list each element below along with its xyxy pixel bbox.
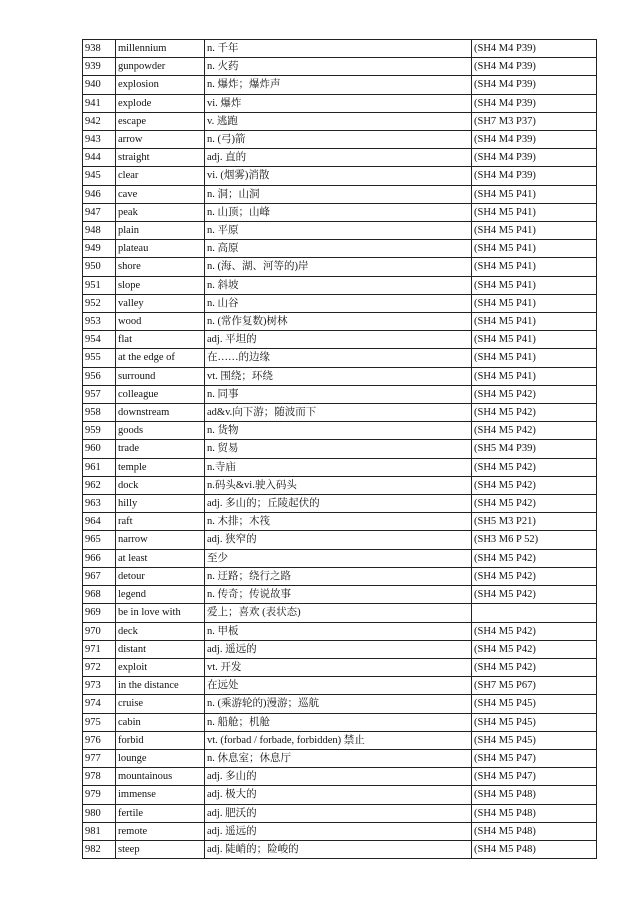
textbook-source: (SH4 M4 P39) xyxy=(472,167,597,185)
chinese-meaning: adj. 狭窄的 xyxy=(205,531,472,549)
entry-number: 961 xyxy=(83,458,116,476)
textbook-source: (SH4 M5 P42) xyxy=(472,549,597,567)
entry-number: 940 xyxy=(83,76,116,94)
chinese-meaning: adj. 极大的 xyxy=(205,786,472,804)
english-word: deck xyxy=(116,622,205,640)
table-row xyxy=(83,549,597,567)
textbook-source: (SH4 M4 P39) xyxy=(472,40,597,58)
textbook-source: (SH3 M6 P 52) xyxy=(472,531,597,549)
textbook-source: (SH4 M5 P41) xyxy=(472,367,597,385)
english-word: be in love with xyxy=(116,604,205,622)
chinese-meaning: n.码头&vi.驶入码头 xyxy=(205,476,472,494)
chinese-meaning: n. 船舱；机舱 xyxy=(205,713,472,731)
english-word: slope xyxy=(116,276,205,294)
english-word: surround xyxy=(116,367,205,385)
english-word: trade xyxy=(116,440,205,458)
english-word: cave xyxy=(116,185,205,203)
english-word: steep xyxy=(116,840,205,858)
chinese-meaning: n. 休息室；休息厅 xyxy=(205,749,472,767)
textbook-source: (SH4 M5 P42) xyxy=(472,476,597,494)
english-word: remote xyxy=(116,822,205,840)
textbook-source: (SH4 M5 P48) xyxy=(472,840,597,858)
table-row xyxy=(83,476,597,494)
english-word: millennium xyxy=(116,40,205,58)
table-row xyxy=(83,713,597,731)
textbook-source: (SH4 M5 P41) xyxy=(472,240,597,258)
chinese-meaning: adj. 多山的 xyxy=(205,768,472,786)
textbook-source: (SH4 M4 P39) xyxy=(472,149,597,167)
chinese-meaning: n. 迂路；绕行之路 xyxy=(205,567,472,585)
table-row xyxy=(83,440,597,458)
entry-number: 972 xyxy=(83,658,116,676)
table-row xyxy=(83,331,597,349)
chinese-meaning: vi. 爆炸 xyxy=(205,94,472,112)
chinese-meaning: n.寺庙 xyxy=(205,458,472,476)
vocabulary-table-body xyxy=(83,40,597,859)
textbook-source: (SH4 M4 P39) xyxy=(472,94,597,112)
table-row xyxy=(83,258,597,276)
chinese-meaning: n. 木排；木筏 xyxy=(205,513,472,531)
chinese-meaning: n. 贸易 xyxy=(205,440,472,458)
textbook-source: (SH4 M5 P41) xyxy=(472,313,597,331)
english-word: exploit xyxy=(116,658,205,676)
table-row xyxy=(83,422,597,440)
textbook-source: (SH4 M4 P39) xyxy=(472,131,597,149)
chinese-meaning: n. 山顶；山峰 xyxy=(205,203,472,221)
entry-number: 966 xyxy=(83,549,116,567)
entry-number: 963 xyxy=(83,495,116,513)
textbook-source: (SH4 M5 P42) xyxy=(472,586,597,604)
chinese-meaning: n. 山谷 xyxy=(205,294,472,312)
english-word: plateau xyxy=(116,240,205,258)
textbook-source: (SH4 M5 P41) xyxy=(472,294,597,312)
english-word: raft xyxy=(116,513,205,531)
chinese-meaning: n. 平原 xyxy=(205,222,472,240)
textbook-source: (SH5 M3 P21) xyxy=(472,513,597,531)
textbook-source: (SH4 M5 P42) xyxy=(472,422,597,440)
textbook-source: (SH4 M5 P47) xyxy=(472,768,597,786)
table-row xyxy=(83,749,597,767)
table-row xyxy=(83,677,597,695)
chinese-meaning: adj. 遥远的 xyxy=(205,640,472,658)
english-word: temple xyxy=(116,458,205,476)
table-row xyxy=(83,840,597,858)
table-row xyxy=(83,94,597,112)
entry-number: 968 xyxy=(83,586,116,604)
entry-number: 979 xyxy=(83,786,116,804)
english-word: mountainous xyxy=(116,768,205,786)
chinese-meaning: vt. 开发 xyxy=(205,658,472,676)
entry-number: 962 xyxy=(83,476,116,494)
entry-number: 958 xyxy=(83,404,116,422)
chinese-meaning: n. (常作复数)树林 xyxy=(205,313,472,331)
table-row xyxy=(83,222,597,240)
table-row xyxy=(83,695,597,713)
english-word: wood xyxy=(116,313,205,331)
chinese-meaning: vt. (forbad / forbade, forbidden) 禁止 xyxy=(205,731,472,749)
english-word: narrow xyxy=(116,531,205,549)
entry-number: 971 xyxy=(83,640,116,658)
table-row xyxy=(83,586,597,604)
table-row xyxy=(83,567,597,585)
entry-number: 949 xyxy=(83,240,116,258)
textbook-source: (SH4 M5 P41) xyxy=(472,185,597,203)
table-row xyxy=(83,167,597,185)
english-word: fertile xyxy=(116,804,205,822)
chinese-meaning: n. (弓)箭 xyxy=(205,131,472,149)
chinese-meaning: adj. 肥沃的 xyxy=(205,804,472,822)
textbook-source: (SH4 M5 P42) xyxy=(472,658,597,676)
chinese-meaning: adj. 陡峭的；险峻的 xyxy=(205,840,472,858)
textbook-source: (SH4 M5 P42) xyxy=(472,385,597,403)
entry-number: 948 xyxy=(83,222,116,240)
chinese-meaning: n. 洞；山洞 xyxy=(205,185,472,203)
table-row xyxy=(83,768,597,786)
table-row xyxy=(83,203,597,221)
english-word: plain xyxy=(116,222,205,240)
textbook-source xyxy=(472,604,597,622)
english-word: explode xyxy=(116,94,205,112)
table-row xyxy=(83,385,597,403)
table-row xyxy=(83,731,597,749)
textbook-source: (SH4 M4 P39) xyxy=(472,58,597,76)
entry-number: 946 xyxy=(83,185,116,203)
table-row xyxy=(83,822,597,840)
entry-number: 975 xyxy=(83,713,116,731)
entry-number: 960 xyxy=(83,440,116,458)
chinese-meaning: n. 甲板 xyxy=(205,622,472,640)
textbook-source: (SH4 M5 P48) xyxy=(472,822,597,840)
entry-number: 980 xyxy=(83,804,116,822)
entry-number: 981 xyxy=(83,822,116,840)
textbook-source: (SH4 M5 P45) xyxy=(472,731,597,749)
chinese-meaning: adj. 遥远的 xyxy=(205,822,472,840)
chinese-meaning: n. 货物 xyxy=(205,422,472,440)
chinese-meaning: n. 斜坡 xyxy=(205,276,472,294)
table-row xyxy=(83,240,597,258)
chinese-meaning: n. 高原 xyxy=(205,240,472,258)
english-word: in the distance xyxy=(116,677,205,695)
english-word: shore xyxy=(116,258,205,276)
chinese-meaning: v. 逃跑 xyxy=(205,112,472,130)
textbook-source: (SH4 M5 P41) xyxy=(472,276,597,294)
english-word: arrow xyxy=(116,131,205,149)
english-word: forbid xyxy=(116,731,205,749)
table-row xyxy=(83,640,597,658)
textbook-source: (SH4 M5 P41) xyxy=(472,203,597,221)
english-word: valley xyxy=(116,294,205,312)
entry-number: 965 xyxy=(83,531,116,549)
table-row xyxy=(83,112,597,130)
table-row xyxy=(83,131,597,149)
english-word: detour xyxy=(116,567,205,585)
table-row xyxy=(83,367,597,385)
english-word: peak xyxy=(116,203,205,221)
table-row xyxy=(83,513,597,531)
entry-number: 944 xyxy=(83,149,116,167)
table-row xyxy=(83,495,597,513)
entry-number: 953 xyxy=(83,313,116,331)
chinese-meaning: n. 千年 xyxy=(205,40,472,58)
table-row xyxy=(83,404,597,422)
table-row xyxy=(83,313,597,331)
entry-number: 955 xyxy=(83,349,116,367)
chinese-meaning: n. 同事 xyxy=(205,385,472,403)
textbook-source: (SH4 M5 P41) xyxy=(472,222,597,240)
textbook-source: (SH4 M4 P39) xyxy=(472,76,597,94)
english-word: downstream xyxy=(116,404,205,422)
table-row xyxy=(83,185,597,203)
table-row xyxy=(83,604,597,622)
textbook-source: (SH4 M5 P47) xyxy=(472,749,597,767)
table-row xyxy=(83,58,597,76)
table-row xyxy=(83,786,597,804)
chinese-meaning: n. 爆炸；爆炸声 xyxy=(205,76,472,94)
textbook-source: (SH4 M5 P45) xyxy=(472,713,597,731)
english-word: dock xyxy=(116,476,205,494)
entry-number: 969 xyxy=(83,604,116,622)
chinese-meaning: adj. 多山的；丘陵起伏的 xyxy=(205,495,472,513)
table-row xyxy=(83,622,597,640)
chinese-meaning: 在……的边缘 xyxy=(205,349,472,367)
chinese-meaning: 在远处 xyxy=(205,677,472,695)
english-word: clear xyxy=(116,167,205,185)
chinese-meaning: ad&v.向下游；随波而下 xyxy=(205,404,472,422)
chinese-meaning: vt. 围绕；环绕 xyxy=(205,367,472,385)
chinese-meaning: n. (海、湖、河等的)岸 xyxy=(205,258,472,276)
entry-number: 978 xyxy=(83,768,116,786)
entry-number: 954 xyxy=(83,331,116,349)
chinese-meaning: adj. 直的 xyxy=(205,149,472,167)
chinese-meaning: adj. 平坦的 xyxy=(205,331,472,349)
textbook-source: (SH4 M5 P42) xyxy=(472,640,597,658)
textbook-source: (SH7 M5 P67) xyxy=(472,677,597,695)
textbook-source: (SH4 M5 P42) xyxy=(472,495,597,513)
entry-number: 976 xyxy=(83,731,116,749)
entry-number: 977 xyxy=(83,749,116,767)
chinese-meaning: 爱上；喜欢 (表状态) xyxy=(205,604,472,622)
entry-number: 967 xyxy=(83,567,116,585)
entry-number: 956 xyxy=(83,367,116,385)
textbook-source: (SH4 M5 P48) xyxy=(472,804,597,822)
english-word: colleague xyxy=(116,385,205,403)
english-word: gunpowder xyxy=(116,58,205,76)
english-word: escape xyxy=(116,112,205,130)
english-word: legend xyxy=(116,586,205,604)
english-word: at the edge of xyxy=(116,349,205,367)
entry-number: 947 xyxy=(83,203,116,221)
textbook-source: (SH4 M5 P41) xyxy=(472,258,597,276)
entry-number: 951 xyxy=(83,276,116,294)
english-word: explosion xyxy=(116,76,205,94)
entry-number: 959 xyxy=(83,422,116,440)
table-row xyxy=(83,349,597,367)
table-row xyxy=(83,76,597,94)
table-row xyxy=(83,804,597,822)
english-word: at least xyxy=(116,549,205,567)
table-row xyxy=(83,531,597,549)
textbook-source: (SH5 M4 P39) xyxy=(472,440,597,458)
entry-number: 950 xyxy=(83,258,116,276)
entry-number: 943 xyxy=(83,131,116,149)
entry-number: 941 xyxy=(83,94,116,112)
english-word: goods xyxy=(116,422,205,440)
table-row xyxy=(83,276,597,294)
textbook-source: (SH4 M5 P42) xyxy=(472,458,597,476)
entry-number: 938 xyxy=(83,40,116,58)
entry-number: 945 xyxy=(83,167,116,185)
table-row xyxy=(83,149,597,167)
english-word: cabin xyxy=(116,713,205,731)
english-word: flat xyxy=(116,331,205,349)
chinese-meaning: n. 传奇；传说故事 xyxy=(205,586,472,604)
textbook-source: (SH7 M3 P37) xyxy=(472,112,597,130)
textbook-source: (SH4 M5 P41) xyxy=(472,349,597,367)
chinese-meaning: n. 火药 xyxy=(205,58,472,76)
chinese-meaning: n. (乘游轮的)漫游；巡航 xyxy=(205,695,472,713)
english-word: distant xyxy=(116,640,205,658)
table-row xyxy=(83,40,597,58)
textbook-source: (SH4 M5 P41) xyxy=(472,331,597,349)
table-row xyxy=(83,458,597,476)
textbook-source: (SH4 M5 P42) xyxy=(472,404,597,422)
entry-number: 942 xyxy=(83,112,116,130)
entry-number: 973 xyxy=(83,677,116,695)
english-word: straight xyxy=(116,149,205,167)
entry-number: 974 xyxy=(83,695,116,713)
english-word: immense xyxy=(116,786,205,804)
textbook-source: (SH4 M5 P42) xyxy=(472,567,597,585)
english-word: cruise xyxy=(116,695,205,713)
table-row xyxy=(83,658,597,676)
entry-number: 982 xyxy=(83,840,116,858)
chinese-meaning: 至少 xyxy=(205,549,472,567)
entry-number: 952 xyxy=(83,294,116,312)
english-word: hilly xyxy=(116,495,205,513)
textbook-source: (SH4 M5 P42) xyxy=(472,622,597,640)
english-word: lounge xyxy=(116,749,205,767)
entry-number: 939 xyxy=(83,58,116,76)
textbook-source: (SH4 M5 P45) xyxy=(472,695,597,713)
entry-number: 970 xyxy=(83,622,116,640)
chinese-meaning: vi. (烟雾)消散 xyxy=(205,167,472,185)
entry-number: 964 xyxy=(83,513,116,531)
table-row xyxy=(83,294,597,312)
textbook-source: (SH4 M5 P48) xyxy=(472,786,597,804)
entry-number: 957 xyxy=(83,385,116,403)
vocabulary-table xyxy=(82,39,597,859)
